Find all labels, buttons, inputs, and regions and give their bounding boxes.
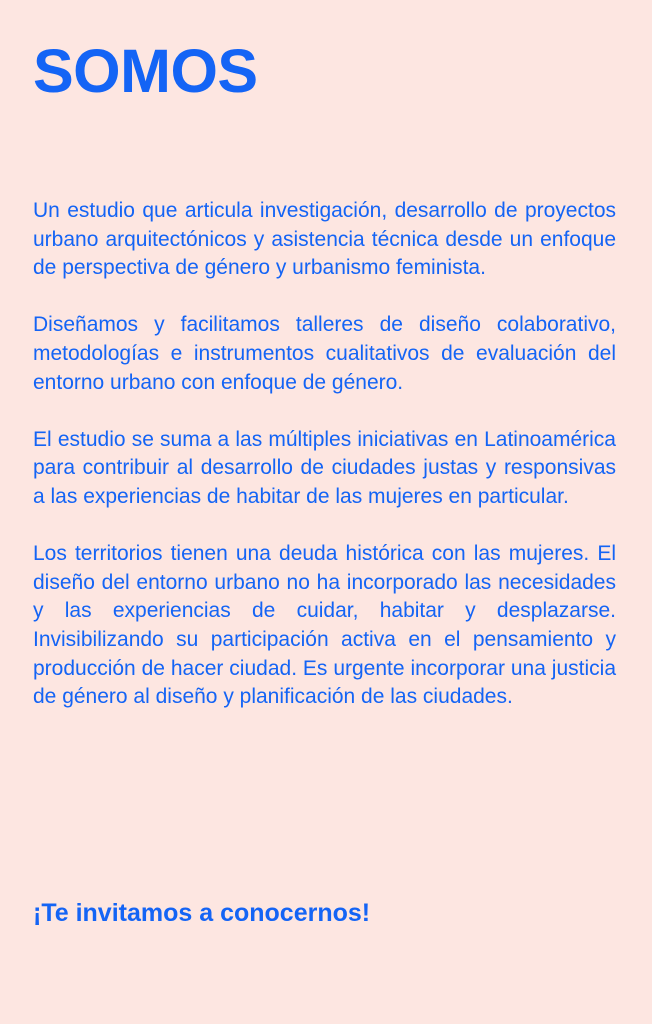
paragraph-intro: Un estudio que articula investigación, desarrollo de proyectos urbano arquitectónicos y asistencia técnica desde un enfoque de perspectiva de género y urbanismo feminista. bbox=[33, 199, 616, 280]
about-body bbox=[33, 197, 616, 740]
paragraph-workshops: Diseñamos y facilitamos talleres de diseño colaborativo, metodologías e instrumentos cualitativos de evaluación del entorno urbano con enfoque de género. bbox=[33, 313, 616, 394]
paragraph-territories: Los territorios tienen una deuda histórica con las mujeres. El diseño del entorno urbano no ha incorporado las necesidades y las experiencias de cuidar, habitar y desplazarse. Invisibilizando su participación activa en el pensamiento y producción de hacer ciudad. Es urgente incorporar una justicia de género al diseño y planificación de las ciudades. bbox=[33, 542, 616, 709]
call-to-action: ¡Te invitamos a conocernos! bbox=[33, 899, 371, 927]
page-title: SOMOS bbox=[33, 37, 258, 105]
paragraph-initiatives: El estudio se suma a las múltiples iniciativas en Latinoamérica para contribuir al desarrollo de ciudades justas y responsivas a las experiencias de habitar de las mujeres en particular. bbox=[33, 427, 616, 508]
